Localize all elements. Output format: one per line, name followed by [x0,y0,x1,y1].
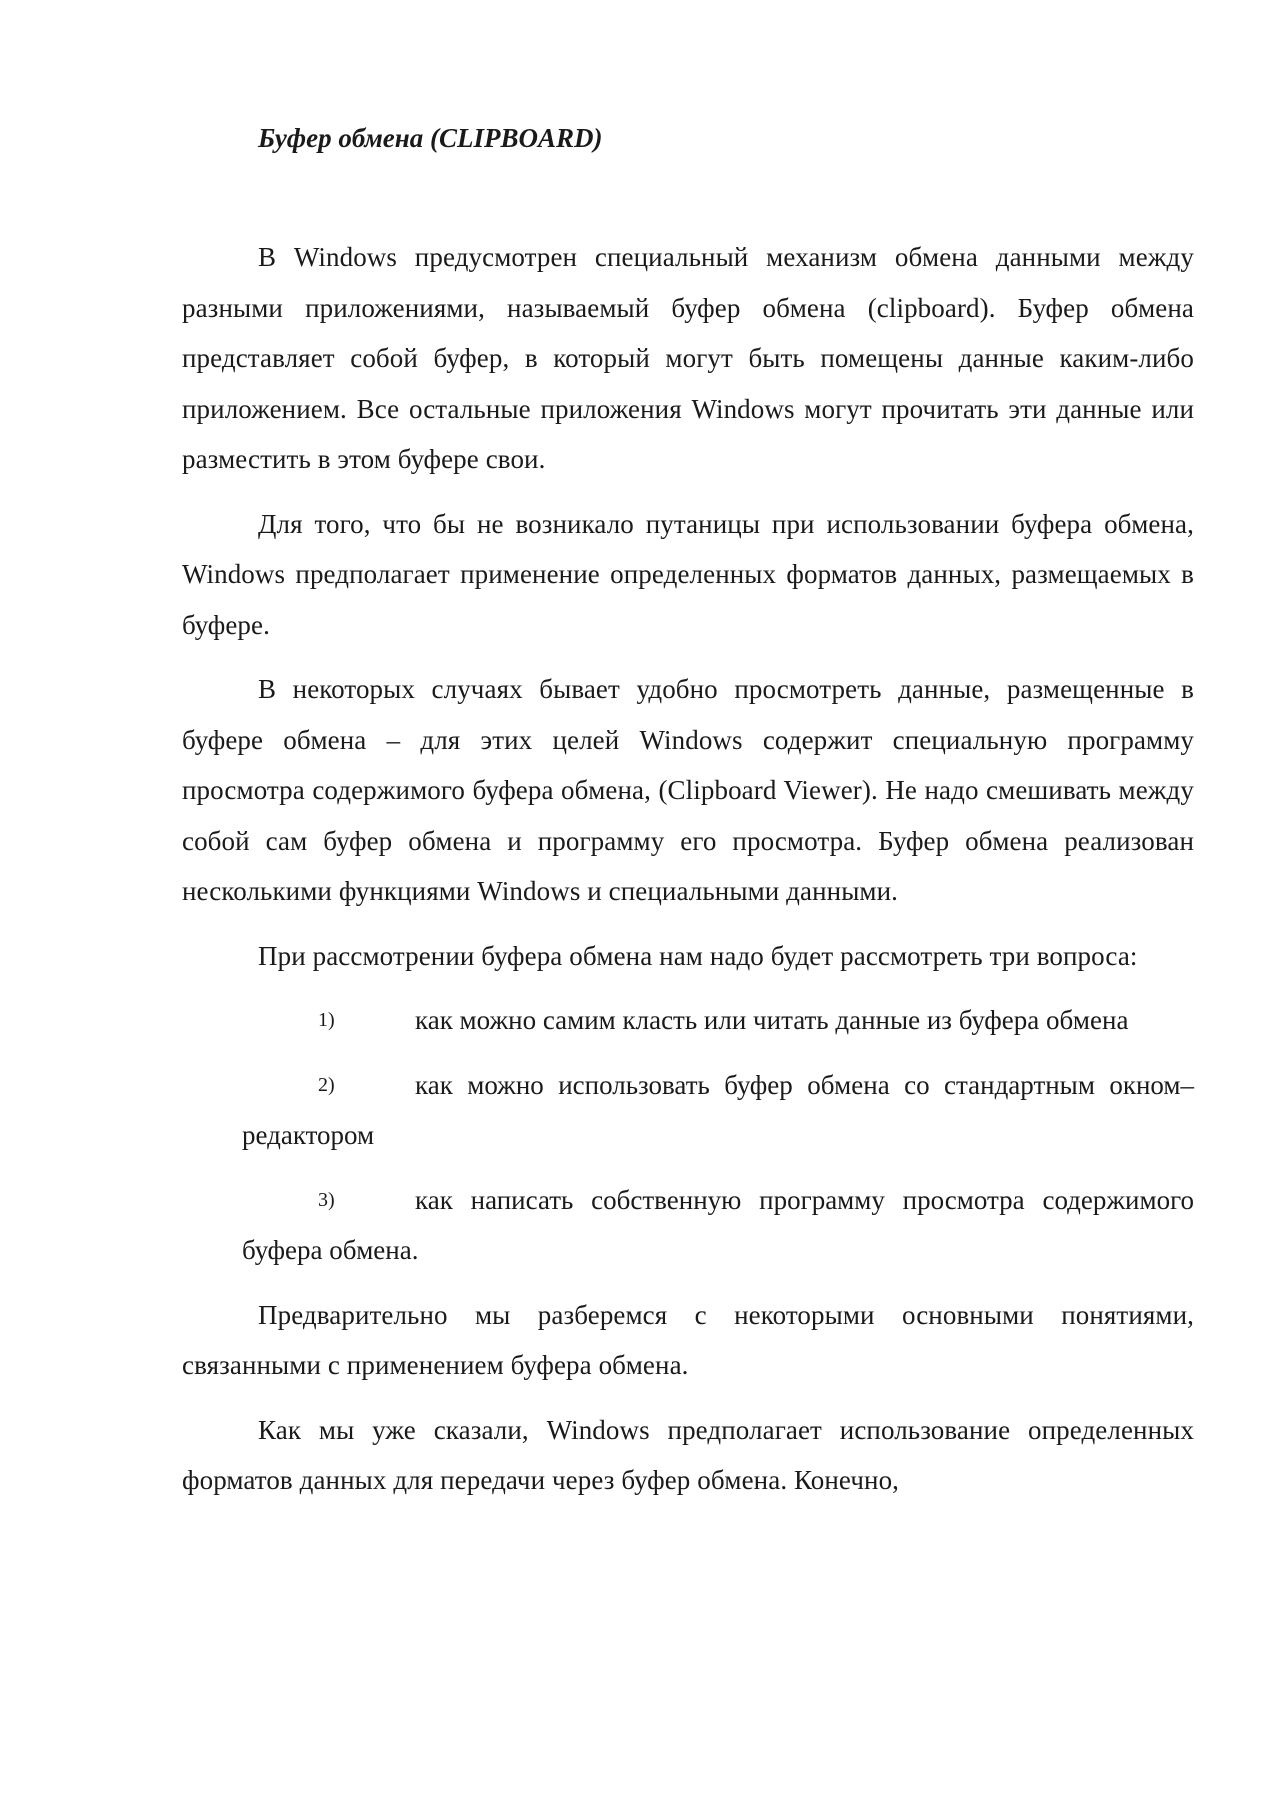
list-item-text: как написать собственную программу просмотра содержимого буфера обмена. [242,1184,1194,1265]
questions-list [182,995,1194,1276]
list-item [242,1060,1194,1161]
document-page [182,118,1194,1520]
paragraph-questions: При рассмотрении буфера обмена нам надо будет рассмотреть три вопроса: [258,940,1138,971]
list-item [242,1175,1194,1276]
paragraph-concepts: Предварительно мы разберемся с некоторыми основными понятиями, связанными с применением буфера обмена. [182,1299,1194,1380]
paragraph-formats: Для того, что бы не возникало путаницы при использовании буфера обмена, Windows предполагает применение определенных форматов данных, размещаемых в буфере. [182,508,1194,640]
list-item-number: 1) [318,1009,335,1031]
list-item-text: как можно самим класть или читать данные из буфера обмена [415,1005,1129,1035]
list-item-number: 2) [318,1073,335,1096]
list-item [242,995,1194,1046]
paragraph-intro: В Windows предусмотрен специальный механизм обмена данными между разными приложениями, называемый буфер обмена (clipboard). Буфер обмена представляет собой буфер, в который могут быть помещены данные каким-либо приложением. Все остальные приложения Windows могут прочитать эти данные или разместить в этом буфере свои. [182,242,1194,474]
list-item-number: 3) [318,1188,335,1211]
document-title: Буфер обмена (CLIPBOARD) [258,123,603,153]
list-item-text: как можно использовать буфер обмена со стандартным окном–редактором [242,1069,1194,1150]
paragraph-formats-continued: Как мы уже сказали, Windows предполагает использование определенных форматов данных для передачи через буфер обмена. Конечно, [182,1414,1194,1495]
paragraph-viewer: В некоторых случаях бывает удобно просмотреть данные, размещенные в буфере обмена – для этих целей Windows содержит специальную программу просмотра содержимого буфера обмена, (Clipboard Viewer). Не надо смешивать между собой сам буфер обмена и программу его просмотра. Буфер обмена реализован несколькими функциями Windows и специальными данными. [182,674,1194,906]
